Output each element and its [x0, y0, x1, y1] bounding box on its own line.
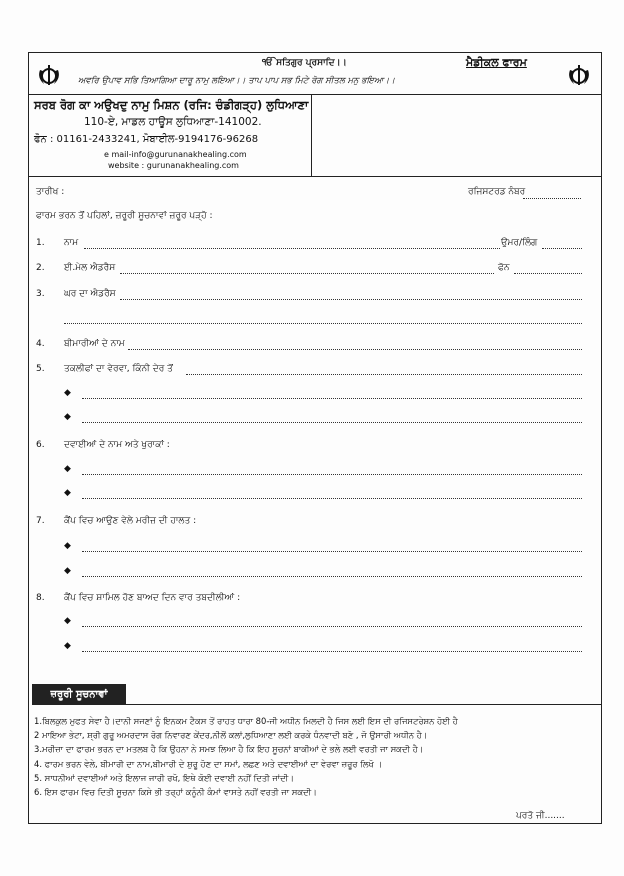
medicines-line1[interactable] — [82, 474, 582, 475]
phone-field[interactable] — [514, 273, 582, 274]
khanda-icon-right — [566, 62, 592, 88]
bullet-icon: ◆ — [64, 464, 71, 474]
header-vertical-divider — [311, 94, 312, 176]
bullet-icon: ◆ — [64, 616, 71, 626]
q2-number: 2. — [36, 263, 45, 273]
notes-divider — [32, 704, 602, 705]
email-field[interactable] — [120, 273, 494, 274]
changes-line2[interactable] — [82, 651, 582, 652]
instruction: ਫਾਰਮ ਭਰਨ ਤੋਂ ਪਹਿਲਾਂ, ਜ਼ਰੂਰੀ ਸੂਚਨਾਵਾਂ ਜ਼ਰੂਰ ਪੜ੍ਹੋ : — [36, 211, 213, 221]
note-item-5: 5. ਸਾਧਨੀਆਂ ਦਵਾਈਆਂ ਅਤੇ ਇਲਾਜ ਜਾਰੀ ਰਖੋ, ਇਥੇ ਕੋਈ ਦਵਾਈ ਨਹੀਂ ਦਿਤੀ ਜਾਂਦੀ। — [34, 773, 294, 783]
q1-label: ਨਾਮ — [64, 238, 79, 248]
reg-field[interactable] — [523, 198, 581, 199]
bullet-icon: ◆ — [64, 566, 71, 576]
medicines-line2[interactable] — [82, 498, 582, 499]
org-address: 110-ਏ, ਮਾਡਲ ਹਾਊਸ ਲੁਧਿਆਣਾ-141002. — [84, 116, 262, 128]
q5-label: ਤਕਲੀਫਾਂ ਦਾ ਵੇਰਵਾ, ਕਿੰਨੀ ਦੇਰ ਤੋਂ — [64, 364, 173, 374]
note-item-6: 6. ਇਸ ਫਾਰਮ ਵਿਚ ਦਿਤੀ ਸੂਚਨਾ ਕਿਸੇ ਭੀ ਤਰ੍ਹਾਂ ਕਨੂੰਨੀ ਕੰਮਾਂ ਵਾਸਤੇ ਨਹੀਂ ਵਰਤੀ ਜਾ ਸਕਦੀ। — [34, 787, 317, 797]
verse: ਅਵਰਿ ਉਪਾਵ ਸਭਿ ਤਿਆਗਿਆ ਦਾਰੂ ਨਾਮੁ ਲਇਆ।। ਤਾਪ ਪਾਪ ਸਭ ਮਿਟੇ ਰੋਗ ਸੀਤਲ ਮਨੁ ਭਇਆ।। — [78, 76, 395, 86]
age-gender-field[interactable] — [542, 248, 582, 249]
changes-line1[interactable] — [82, 626, 582, 627]
q6-label: ਦਵਾਈਆਂ ਦੇ ਨਾਮ ਅਤੇ ਖੁਰਾਕਾਂ : — [64, 440, 170, 450]
please-turn-over: ਪਰਤੋ ਜੀ....... — [516, 811, 565, 821]
q5-number: 5. — [36, 364, 45, 374]
symptoms-line2[interactable] — [82, 422, 582, 423]
q3-label: ਘਰ ਦਾ ਐਡਰੈਸ — [64, 289, 116, 299]
bullet-icon: ◆ — [64, 641, 71, 651]
invocation: ੴ ਸਤਿਗੁਰ ਪ੍ਰਸਾਦਿ।। — [262, 58, 347, 68]
notes-title: ਜ਼ਰੂਰੀ ਸੂਚਨਾਵਾਂ — [32, 684, 126, 704]
note-item-2: 2 ਮਾਇਆ ਭੇਟਾ, ਸ਼੍ਰੀ ਗੁਰੂ ਅਮਰਦਾਸ ਰੋਗ ਨਿਵਾਰਣ ਕੇਂਦਰ,ਨੀਲੋਂ ਕਲਾਂ,ਲੁਧਿਆਣਾ ਲਈ ਕਰਕੇ ਧੰਨਵਾਦੀ ਬਣੋ , ਜੋ ਉਸਾਰੀ ਅਧੀਨ ਹੈ। — [34, 730, 428, 740]
note-item-3: 3.ਮਰੀਜ਼ਾ ਦਾ ਫਾਰਮ ਭਰਨ ਦਾ ਮਤਲਬ ਹੈ ਕਿ ਉਹਨਾ ਨੇ ਸਮਝ ਲਿਆ ਹੈ ਕਿ ਇਹ ਸੂਚਨਾਂ ਬਾਕੀਆਂ ਦੇ ਭਲੇ ਲਈ ਵਰਤੀ ਜਾ ਸਕਦੀ ਹੈ। — [34, 744, 424, 754]
q1-number: 1. — [36, 238, 45, 248]
reg-label: ਰਜਿਸਟਰਡ ਨੰਬਰ — [468, 187, 526, 197]
org-email: e mail-info@gurunanakhealing.com — [104, 150, 247, 159]
bullet-icon: ◆ — [64, 541, 71, 551]
q1-label-age: ਉਮਰ/ਲਿੰਗ — [501, 238, 538, 248]
q2-label-phone: ਫੋਨ — [498, 263, 510, 273]
address-field-line1[interactable] — [120, 299, 582, 300]
diseases-field[interactable] — [128, 349, 582, 350]
header-divider — [28, 94, 602, 95]
khanda-icon-left — [36, 62, 62, 88]
org-website: website : gurunanakhealing.com — [108, 161, 239, 170]
q7-number: 7. — [36, 516, 45, 526]
q3-number: 3. — [36, 289, 45, 299]
q8-label: ਕੈਂਪ ਵਿਚ ਸ਼ਾਮਿਲ ਹੋਣ ਬਾਅਦ ਦਿਨ ਵਾਰ ਤਬਦੀਲੀਆਂ : — [64, 593, 241, 603]
bullet-icon: ◆ — [64, 488, 71, 498]
q4-label: ਬੀਮਾਰੀਆਂ ਦੇ ਨਾਮ — [64, 339, 125, 349]
name-field[interactable] — [84, 248, 500, 249]
symptoms-field[interactable] — [186, 374, 582, 375]
q2-label: ਈ.ਮੇਲ ਐਡਰੈਸ — [64, 263, 116, 273]
bullet-icon: ◆ — [64, 388, 71, 398]
address-field-line2[interactable] — [64, 323, 582, 324]
condition-line1[interactable] — [82, 551, 582, 552]
q4-number: 4. — [36, 339, 45, 349]
q8-number: 8. — [36, 593, 45, 603]
date-label: ਤਾਰੀਖ : — [36, 187, 65, 197]
q7-label: ਕੈਂਪ ਵਿਚ ਆਉਣ ਵੇਲੇ ਮਰੀਜ਼ ਦੀ ਹਾਲਤ : — [64, 516, 197, 526]
condition-line2[interactable] — [82, 576, 582, 577]
form-title: ਮੈਡੀਕਲ ਫਾਰਮ — [466, 56, 527, 69]
note-item-4: 4. ਫਾਰਮ ਭਰਨ ਵੇਲੇ, ਬੀਮਾਰੀ ਦਾ ਨਾਮ,ਬੀਮਾਰੀ ਦੇ ਸ਼ੁਰੂ ਹੋਣ ਦਾ ਸਮਾਂ, ਲਛਣ ਅਤੇ ਦਵਾਈਆਂ ਦਾ ਵੇਰਵਾ ਜ਼ਰੂਰ ਲਿਖੋ । — [34, 759, 383, 769]
org-name: ਸਰਬ ਰੋਗ ਕਾ ਅਉਖਦੁ ਨਾਮੁ ਮਿਸ਼ਨ (ਰਜਿ: ਚੰਡੀਗੜ੍ਹ) ਲੁਧਿਆਣਾ — [34, 98, 309, 112]
note-item-1: 1.ਬਿਲਕੁਲ ਮੁਫਤ ਸੇਵਾ ਹੈ।ਦਾਨੀ ਸਜਣਾਂ ਨੂੰ ਇਨਕਮ ਟੈਕਸ ਤੋਂ ਰਾਹਤ ਧਾਰਾ 80-ਜੀ ਅਧੀਨ ਮਿਲਦੀ ਹੈ ਜਿਸ ਲਈ ਇਸ ਦੀ ਰਜਿਸਟਰੇਸ਼ਨ ਹੋਈ ਹੈ — [34, 716, 458, 726]
header-bottom-divider — [28, 176, 602, 177]
q6-number: 6. — [36, 440, 45, 450]
bullet-icon: ◆ — [64, 412, 71, 422]
symptoms-line1[interactable] — [82, 398, 582, 399]
org-phone: ਫੋਨ : 01161-2433241, ਮੋਬਾਈਲ-9194176-96268 — [34, 134, 259, 145]
